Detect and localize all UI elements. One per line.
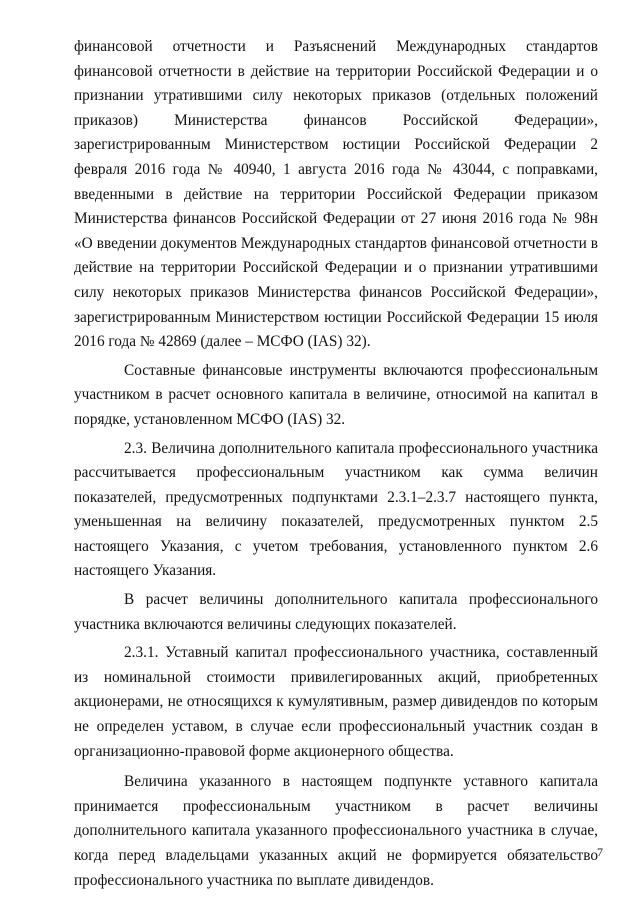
paragraph-continuation: финансовой отчетности и Разъяснений Международных стандартов финансовой отчетности в действие на территории Российской Федерации и о признании утратившими силу некоторых приказов (отдельных положений приказов) Министерства финансов Российской Федерации», зарегистрированным Министерством юстиции Российской Федерации 2 февраля 2016 года № 40940, 1 августа 2016 года № 43044, с поправками, введенными в действие на территории Российской Федерации приказом Министерства финансов Российской Федерации от 27 июня 2016 года № 98н «О введении документов Международных стандартов финансовой отчетности в действие на территории Российской Федерации и о признании утратившими силу некоторых приказов Министерства финансов Российской Федерации», зарегистрированным Министерством юстиции Российской Федерации 15 июля 2016 года № 42869 (далее – МСФО (IAS) 32). xyxy=(74,38,598,351)
paragraph-additional-capital: В расчет величины дополнительного капитала профессионального участника включаются величины следующих показателей. xyxy=(74,591,598,633)
paragraph-charter-capital: Величина указанного в настоящем подпункте уставного капитала принимается профессиональным участником в расчет величины дополнительного капитала указанного профессионального участника в случае, когда перед владельцами указанных акций не формируется обязательство профессионального участника по выплате дивидендов. xyxy=(74,773,598,889)
page-number: 7 xyxy=(597,845,603,859)
paragraph-composite-instruments: Составные финансовые инструменты включаются профессиональным участником в расчет основного капитала в величине, относимой на капитал в порядке, установленном МСФО (IAS) 32. xyxy=(74,361,598,428)
paragraph-2-3-1: 2.3.1. Уставный капитал профессионального участника, составленный из номинальной стоимости привилегированных акций, приобретенных акционерами, не относящихся к кумулятивным, размер дивидендов по которым не определен уставом, в случае если профессиональный участник создан в организационно-правовой форме акционерного общества. xyxy=(74,644,598,760)
paragraph-2-3: 2.3. Величина дополнительного капитала профессионального участника рассчитывается профессиональным участником как сумма величин показателей, предусмотренных подпунктами 2.3.1–2.3.7 настоящего пункта, уменьшенная на величину показателей, предусмотренных пунктом 2.5 настоящего Указания, с учетом требования, установленного пунктом 2.6 настоящего Указания. xyxy=(74,439,598,580)
body-text xyxy=(74,35,598,893)
